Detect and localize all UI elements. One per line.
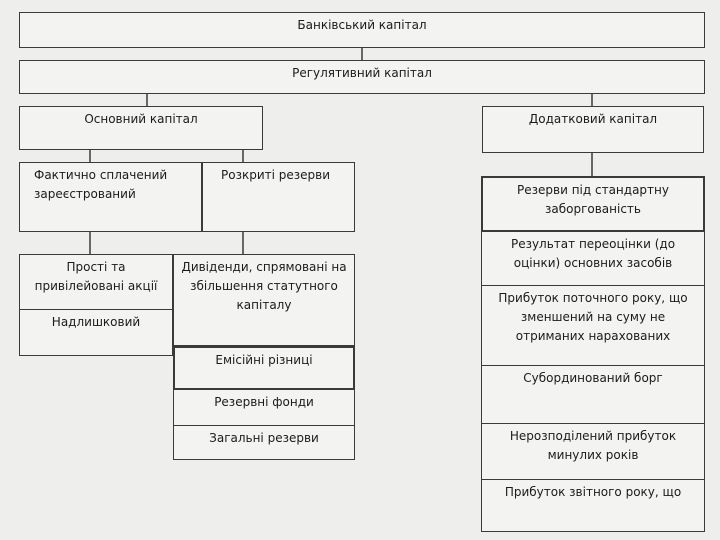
emission-diff-label: Емісійні різниці [215,353,313,367]
shares-box [19,254,173,310]
main-capital-box [19,106,263,150]
additional-capital-box [482,106,704,153]
additional-capital-label: Додатковий капітал [528,112,658,126]
bank-capital-label: Банківський капітал [297,18,427,32]
regulatory-capital-label: Регулятивний капітал [292,66,432,80]
general-reserves-label: Загальні резерви [209,431,319,445]
additional-item-box [481,176,705,232]
additional-item-box [481,232,705,286]
additional-item-label: Резерви під стандартну заборгованість [517,183,669,216]
regulatory-capital-box [19,60,705,94]
additional-item-label: Прибуток поточного року, що зменшений на суму не отриманих нарахованих [498,291,688,343]
additional-item-box [481,424,705,480]
reserve-funds-label: Резервні фонди [214,395,314,409]
surplus-label: Надлишковий [51,315,141,329]
disclosed-reserves-box [202,162,355,232]
dividends-box [173,254,355,346]
dividends-label: Дивіденди, спрямовані на збільшення статутного капіталу [181,260,347,312]
additional-item-box [481,366,705,424]
additional-item-box [481,480,705,532]
emission-diff-box [173,346,355,390]
reserve-funds-box [173,390,355,426]
additional-item-label: Результат переоцінки (до оцінки) основних засобів [510,237,676,270]
additional-item-box [481,286,705,366]
disclosed-reserves-label: Розкриті резерви [221,168,331,182]
surplus-box [19,310,173,356]
paid-registered-box [19,162,202,232]
bank-capital-box [19,12,705,48]
additional-item-label: Прибуток звітного року, що [504,485,682,499]
additional-item-label: Нерозподілений прибуток минулих років [509,429,677,462]
shares-label: Прості та привілейовані акції [34,260,158,293]
paid-registered-label: Фактично сплачений зареєстрований [34,168,168,201]
main-capital-label: Основний капітал [84,112,198,126]
general-reserves-box [173,426,355,460]
additional-item-label: Субординований борг [523,371,663,385]
